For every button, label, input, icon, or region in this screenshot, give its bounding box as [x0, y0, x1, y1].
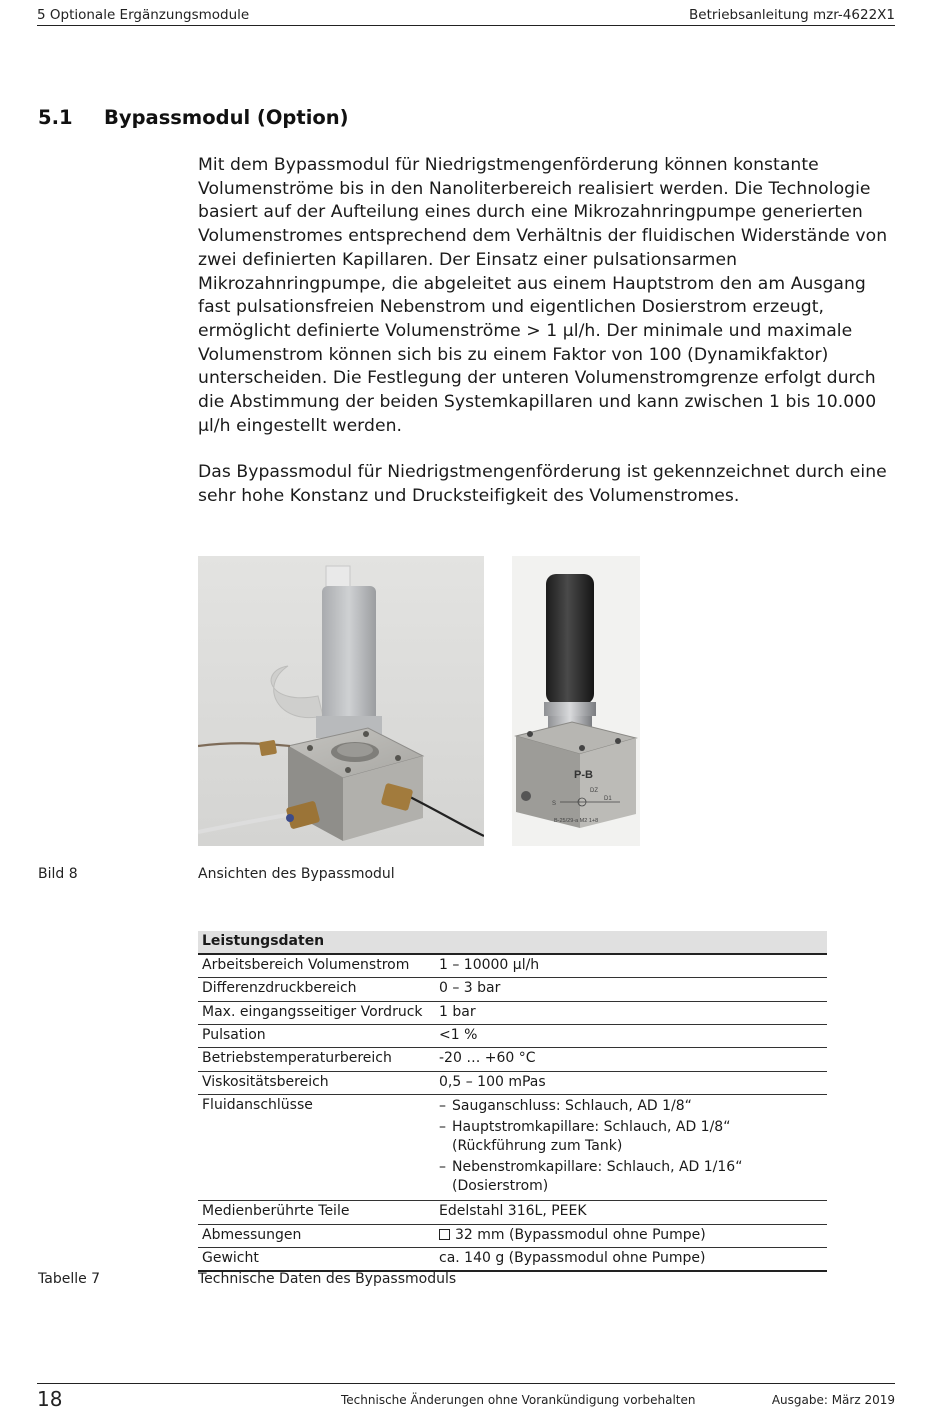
footer-note: Technische Änderungen ohne Vorankündigung vorbehalten: [341, 1393, 696, 1407]
page-header: [37, 4, 895, 26]
table-header-row: [198, 931, 827, 954]
section-title: Bypassmodul (Option): [104, 106, 349, 129]
row-value: <1 %: [435, 1025, 827, 1048]
row-value-text: 32 mm (Bypassmodul ohne Pumpe): [455, 1226, 706, 1243]
table-row: [198, 1071, 827, 1094]
row-value: 0 – 3 bar: [435, 978, 827, 1001]
row-value-list: [435, 1095, 827, 1201]
table-row: [198, 1201, 827, 1224]
section-number: 5.1: [38, 106, 73, 129]
row-value: 1 bar: [435, 1001, 827, 1024]
row-key: Pulsation: [198, 1025, 435, 1048]
row-value: -20 … +60 °C: [435, 1048, 827, 1071]
part-marking: P-B: [574, 769, 593, 781]
row-value: Edelstahl 316L, PEEK: [435, 1201, 827, 1224]
row-key: Viskositätsbereich: [198, 1071, 435, 1094]
port-label-s: S: [552, 801, 557, 807]
manual-title: Betriebsanleitung mzr-4622X1: [689, 7, 895, 23]
row-key: Arbeitsbereich Volumenstrom: [198, 954, 435, 977]
port-label-d1: D1: [604, 796, 612, 802]
table-label: Tabelle 7: [38, 1271, 101, 1287]
row-key: Abmessungen: [198, 1224, 435, 1247]
list-item: – Nebenstromkapillare: Schlauch, AD 1/16“ (Dosierstrom): [439, 1159, 743, 1195]
list-item-text: Hauptstromkapillare: Schlauch, AD 1/8“ (Rückführung zum Tank): [452, 1119, 731, 1155]
row-key: Differenzdruckbereich: [198, 978, 435, 1001]
spec-table: [198, 931, 827, 1272]
summary-paragraph: Das Bypassmodul für Niedrigstmengenförderung ist gekennzeichnet durch eine sehr hohe Konstanz und Drucksteifigkeit des Volumenstromes.: [198, 462, 887, 506]
table-row: [198, 1048, 827, 1071]
bypass-module-photo-assembled: [198, 556, 484, 846]
row-key: Fluidanschlüsse: [198, 1095, 435, 1201]
table-row: [198, 1001, 827, 1024]
port-label-dz: DZ: [590, 788, 598, 794]
row-value: ca. 140 g (Bypassmodul ohne Pumpe): [435, 1248, 827, 1271]
page-footer: [37, 1383, 895, 1408]
chapter-title: 5 Optionale Ergänzungsmodule: [37, 7, 250, 23]
row-value: 0,5 – 100 mPas: [435, 1071, 827, 1094]
page-number: 18: [37, 1387, 63, 1408]
figure-label: Bild 8: [38, 866, 78, 882]
row-key: Gewicht: [198, 1248, 435, 1271]
row-value: 1 – 10000 µl/h: [435, 954, 827, 977]
row-value: [435, 1224, 827, 1247]
table-row: [198, 954, 827, 977]
figure-caption: Ansichten des Bypassmodul: [198, 866, 395, 882]
table-row: [198, 978, 827, 1001]
table-row-fluid: [198, 1095, 827, 1201]
serial-marking: B-25/29-a M2 1+8: [554, 818, 599, 824]
table-caption: Technische Daten des Bypassmoduls: [198, 1271, 457, 1287]
table-row: [198, 1025, 827, 1048]
edition-date: Ausgabe: März 2019: [771, 1393, 895, 1407]
list-item: – Hauptstromkapillare: Schlauch, AD 1/8“ (Rückführung zum Tank): [439, 1119, 731, 1155]
row-key: Max. eingangsseitiger Vordruck: [198, 1001, 435, 1024]
bypass-module-photo-pb: [512, 556, 640, 846]
intro-paragraph: Mit dem Bypassmodul für Niedrigstmengenförderung können konstante Volumenströme bis in den Nanoliterbereich realisiert werden. Die Technologie basiert auf der Aufteilung eines durch eine Mikrozahnringpumpe generierten Volumenstromes entsprechend dem Verhältnis der fluidischen Widerstände von zwei definierten Kapillaren. Der Einsatz einer pulsationsarmen Mikrozahnringpumpe, die abgeleitet aus einem Hauptstrom den am Ausgang fast pulsationsfreien Nebenstrom und eigentlichen Dosierstrom erzeugt, ermöglicht definierte Volumenströme > 1 µl/h. Der minimale und maximale Volumenstrom können sich bis zu einem Faktor von 100 (Dynamikfaktor) unterscheiden. Die Festlegung der unteren Volumenstromgrenze erfolgt durch die Abstimmung der beiden Systemkapillaren und kann zwischen 1 bis 10.000 µl/h eingestellt werden.: [198, 155, 888, 436]
row-key: Betriebstemperaturbereich: [198, 1048, 435, 1071]
table-row: [198, 1248, 827, 1271]
table-row: [198, 1224, 827, 1247]
table-heading: Leistungsdaten: [198, 931, 827, 954]
list-item: – Sauganschluss: Schlauch, AD 1/8“: [439, 1098, 692, 1115]
square-icon: [439, 1229, 450, 1240]
list-item-text: Sauganschluss: Schlauch, AD 1/8“: [452, 1098, 692, 1115]
row-key: Medienberührte Teile: [198, 1201, 435, 1224]
list-item-text: Nebenstromkapillare: Schlauch, AD 1/16“ (Dosierstrom): [452, 1159, 743, 1195]
